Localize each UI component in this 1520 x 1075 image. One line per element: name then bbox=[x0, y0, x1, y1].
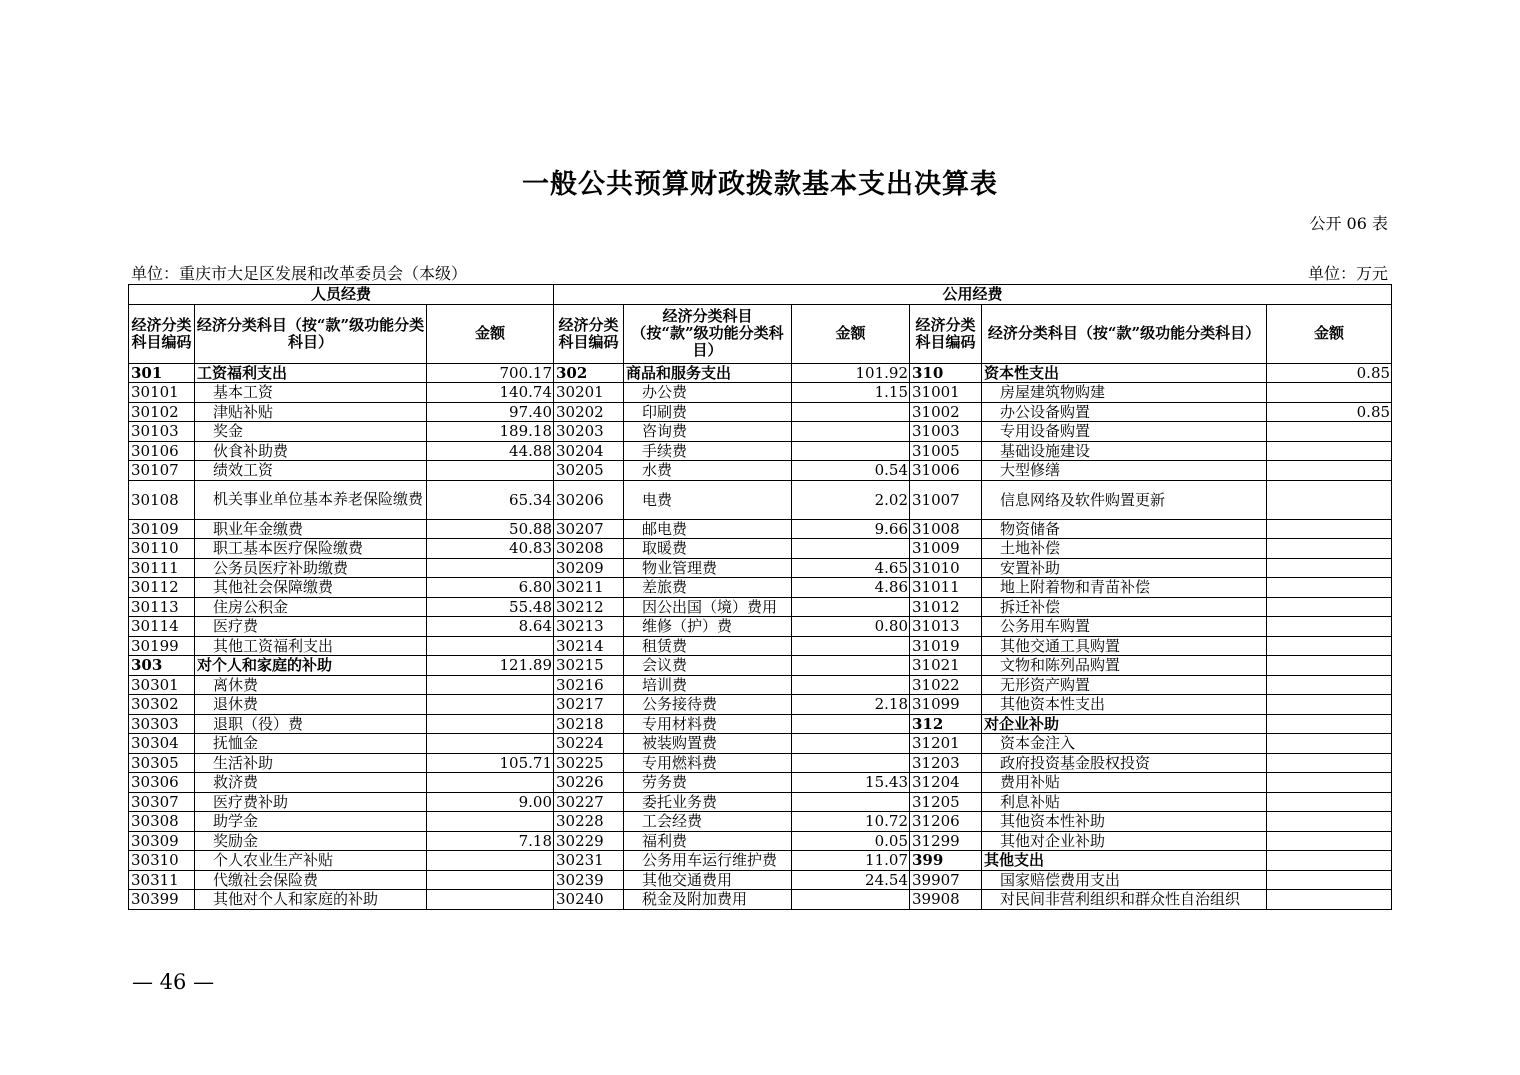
amount-cell bbox=[427, 461, 554, 481]
amount-cell: 0.85 bbox=[1267, 363, 1392, 383]
amount-cell bbox=[1267, 675, 1392, 695]
header-name-c: 经济分类科目（按“款”级功能分类科目） bbox=[982, 304, 1267, 363]
name-cell: 办公费 bbox=[624, 383, 792, 403]
name-cell: 基础设施建设 bbox=[982, 441, 1267, 461]
name-cell: 奖金 bbox=[195, 422, 427, 442]
name-cell: 福利费 bbox=[624, 831, 792, 851]
name-cell: 其他支出 bbox=[982, 851, 1267, 871]
code-cell: 31002 bbox=[910, 402, 982, 422]
code-cell: 30201 bbox=[554, 383, 624, 403]
amount-cell bbox=[1267, 656, 1392, 676]
amount-cell bbox=[1267, 734, 1392, 754]
name-cell: 资本金注入 bbox=[982, 734, 1267, 754]
code-cell: 30215 bbox=[554, 656, 624, 676]
amount-cell: 11.07 bbox=[792, 851, 910, 871]
amount-cell bbox=[1267, 441, 1392, 461]
group-personnel: 人员经费 bbox=[129, 285, 554, 305]
name-cell: 资本性支出 bbox=[982, 363, 1267, 383]
amount-cell bbox=[792, 675, 910, 695]
table-row bbox=[129, 831, 1392, 851]
name-cell: 其他工资福利支出 bbox=[195, 636, 427, 656]
amount-cell bbox=[427, 558, 554, 578]
table-row bbox=[129, 656, 1392, 676]
name-cell: 对个人和家庭的补助 bbox=[195, 656, 427, 676]
code-cell: 30218 bbox=[554, 714, 624, 734]
name-cell: 委托业务费 bbox=[624, 792, 792, 812]
amount-cell bbox=[792, 890, 910, 910]
code-cell: 30229 bbox=[554, 831, 624, 851]
table-row bbox=[129, 714, 1392, 734]
code-cell: 30204 bbox=[554, 441, 624, 461]
table-row bbox=[129, 539, 1392, 559]
code-cell: 30231 bbox=[554, 851, 624, 871]
code-cell: 30301 bbox=[129, 675, 195, 695]
amount-cell bbox=[427, 714, 554, 734]
code-cell: 30202 bbox=[554, 402, 624, 422]
amount-cell bbox=[792, 714, 910, 734]
name-cell: 专用材料费 bbox=[624, 714, 792, 734]
amount-cell bbox=[1267, 597, 1392, 617]
amount-cell bbox=[1267, 519, 1392, 539]
table-row bbox=[129, 597, 1392, 617]
name-cell: 办公设备购置 bbox=[982, 402, 1267, 422]
amount-cell: 121.89 bbox=[427, 656, 554, 676]
amount-cell: 40.83 bbox=[427, 539, 554, 559]
amount-cell bbox=[427, 734, 554, 754]
name-cell: 差旅费 bbox=[624, 578, 792, 598]
amount-cell bbox=[1267, 383, 1392, 403]
name-cell: 会议费 bbox=[624, 656, 792, 676]
table-row bbox=[129, 695, 1392, 715]
name-cell: 费用补贴 bbox=[982, 773, 1267, 793]
amount-cell bbox=[1267, 792, 1392, 812]
amount-cell bbox=[1267, 617, 1392, 637]
expenditure-table bbox=[128, 284, 1392, 910]
amount-cell bbox=[1267, 870, 1392, 890]
name-cell: 印刷费 bbox=[624, 402, 792, 422]
table-row bbox=[129, 851, 1392, 871]
code-cell: 303 bbox=[129, 656, 195, 676]
name-cell: 生活补助 bbox=[195, 753, 427, 773]
amount-cell bbox=[1267, 773, 1392, 793]
table-number: 公开 06 表 bbox=[1309, 214, 1388, 233]
header-amount-a: 金额 bbox=[427, 304, 554, 363]
code-cell: 31022 bbox=[910, 675, 982, 695]
amount-cell bbox=[792, 753, 910, 773]
amount-cell bbox=[1267, 636, 1392, 656]
amount-cell: 0.05 bbox=[792, 831, 910, 851]
code-cell: 30310 bbox=[129, 851, 195, 871]
code-cell: 30305 bbox=[129, 753, 195, 773]
code-cell: 30226 bbox=[554, 773, 624, 793]
amount-cell bbox=[792, 597, 910, 617]
code-cell: 31006 bbox=[910, 461, 982, 481]
name-cell: 大型修缮 bbox=[982, 461, 1267, 481]
code-cell: 30302 bbox=[129, 695, 195, 715]
code-cell: 30306 bbox=[129, 773, 195, 793]
name-cell: 津贴补贴 bbox=[195, 402, 427, 422]
name-cell: 税金及附加费用 bbox=[624, 890, 792, 910]
code-cell: 30228 bbox=[554, 812, 624, 832]
amount-cell bbox=[792, 402, 910, 422]
code-cell: 31019 bbox=[910, 636, 982, 656]
organization-unit: 单位：重庆市大足区发展和改革委员会（本级） bbox=[131, 264, 468, 283]
amount-cell bbox=[1267, 714, 1392, 734]
code-cell: 31204 bbox=[910, 773, 982, 793]
code-cell: 30303 bbox=[129, 714, 195, 734]
amount-cell bbox=[792, 792, 910, 812]
code-cell: 30209 bbox=[554, 558, 624, 578]
name-cell: 其他对企业补助 bbox=[982, 831, 1267, 851]
name-cell: 其他资本性补助 bbox=[982, 812, 1267, 832]
code-cell: 31013 bbox=[910, 617, 982, 637]
code-cell: 30101 bbox=[129, 383, 195, 403]
code-cell: 31206 bbox=[910, 812, 982, 832]
code-cell: 31008 bbox=[910, 519, 982, 539]
amount-cell: 7.18 bbox=[427, 831, 554, 851]
name-cell: 绩效工资 bbox=[195, 461, 427, 481]
name-cell: 公务用车运行维护费 bbox=[624, 851, 792, 871]
header-name-a: 经济分类科目（按“款”级功能分类科目） bbox=[195, 304, 427, 363]
amount-cell bbox=[1267, 695, 1392, 715]
table-row bbox=[129, 792, 1392, 812]
name-cell: 代缴社会保险费 bbox=[195, 870, 427, 890]
name-cell: 医疗费 bbox=[195, 617, 427, 637]
amount-cell: 1.15 bbox=[792, 383, 910, 403]
name-cell: 取暖费 bbox=[624, 539, 792, 559]
amount-cell: 0.54 bbox=[792, 461, 910, 481]
code-cell: 30216 bbox=[554, 675, 624, 695]
name-cell: 离休费 bbox=[195, 675, 427, 695]
amount-cell bbox=[792, 734, 910, 754]
amount-cell bbox=[792, 636, 910, 656]
table-row bbox=[129, 675, 1392, 695]
code-cell: 30199 bbox=[129, 636, 195, 656]
code-cell: 31011 bbox=[910, 578, 982, 598]
table-body bbox=[129, 363, 1392, 909]
name-cell: 个人农业生产补贴 bbox=[195, 851, 427, 871]
amount-cell bbox=[792, 656, 910, 676]
amount-cell: 8.64 bbox=[427, 617, 554, 637]
table-row bbox=[129, 519, 1392, 539]
header-code-c: 经济分类科目编码 bbox=[910, 304, 982, 363]
code-cell: 31009 bbox=[910, 539, 982, 559]
name-cell: 租赁费 bbox=[624, 636, 792, 656]
code-cell: 30227 bbox=[554, 792, 624, 812]
name-cell: 工会经费 bbox=[624, 812, 792, 832]
table-row bbox=[129, 422, 1392, 442]
code-cell: 30109 bbox=[129, 519, 195, 539]
name-cell: 职业年金缴费 bbox=[195, 519, 427, 539]
amount-cell: 0.80 bbox=[792, 617, 910, 637]
name-cell: 因公出国（境）费用 bbox=[624, 597, 792, 617]
code-cell: 30113 bbox=[129, 597, 195, 617]
name-cell: 公务用车购置 bbox=[982, 617, 1267, 637]
code-cell: 30240 bbox=[554, 890, 624, 910]
amount-cell bbox=[1267, 851, 1392, 871]
code-cell: 31005 bbox=[910, 441, 982, 461]
code-cell: 30307 bbox=[129, 792, 195, 812]
name-cell: 其他资本性支出 bbox=[982, 695, 1267, 715]
table-row bbox=[129, 480, 1392, 519]
header-code-a: 经济分类科目编码 bbox=[129, 304, 195, 363]
amount-cell: 0.85 bbox=[1267, 402, 1392, 422]
code-cell: 31203 bbox=[910, 753, 982, 773]
code-cell: 30239 bbox=[554, 870, 624, 890]
amount-cell bbox=[427, 636, 554, 656]
code-cell: 312 bbox=[910, 714, 982, 734]
currency-unit: 单位：万元 bbox=[1307, 264, 1388, 283]
name-cell: 医疗费补助 bbox=[195, 792, 427, 812]
table-row bbox=[129, 773, 1392, 793]
name-cell: 奖励金 bbox=[195, 831, 427, 851]
table-row bbox=[129, 636, 1392, 656]
code-cell: 30205 bbox=[554, 461, 624, 481]
name-cell: 地上附着物和青苗补偿 bbox=[982, 578, 1267, 598]
name-cell: 专用燃料费 bbox=[624, 753, 792, 773]
code-cell: 30224 bbox=[554, 734, 624, 754]
group-public: 公用经费 bbox=[554, 285, 1392, 305]
amount-cell bbox=[427, 851, 554, 871]
amount-cell: 97.40 bbox=[427, 402, 554, 422]
name-cell: 文物和陈列品购置 bbox=[982, 656, 1267, 676]
code-cell: 30213 bbox=[554, 617, 624, 637]
amount-cell: 101.92 bbox=[792, 363, 910, 383]
amount-cell bbox=[1267, 422, 1392, 442]
name-cell: 助学金 bbox=[195, 812, 427, 832]
amount-cell bbox=[1267, 558, 1392, 578]
name-cell: 维修（护）费 bbox=[624, 617, 792, 637]
code-cell: 30304 bbox=[129, 734, 195, 754]
name-cell: 基本工资 bbox=[195, 383, 427, 403]
name-cell: 劳务费 bbox=[624, 773, 792, 793]
name-cell: 利息补贴 bbox=[982, 792, 1267, 812]
name-cell: 其他社会保障缴费 bbox=[195, 578, 427, 598]
name-cell: 土地补偿 bbox=[982, 539, 1267, 559]
name-cell: 其他交通费用 bbox=[624, 870, 792, 890]
amount-cell bbox=[792, 441, 910, 461]
name-cell: 无形资产购置 bbox=[982, 675, 1267, 695]
code-cell: 30207 bbox=[554, 519, 624, 539]
code-cell: 39908 bbox=[910, 890, 982, 910]
table-row bbox=[129, 558, 1392, 578]
amount-cell: 24.54 bbox=[792, 870, 910, 890]
table-row bbox=[129, 461, 1392, 481]
amount-cell: 65.34 bbox=[427, 480, 554, 519]
page-title: 一般公共预算财政拨款基本支出决算表 bbox=[522, 169, 998, 200]
amount-cell: 9.00 bbox=[427, 792, 554, 812]
code-cell: 30211 bbox=[554, 578, 624, 598]
code-cell: 302 bbox=[554, 363, 624, 383]
amount-cell bbox=[427, 890, 554, 910]
table-row bbox=[129, 383, 1392, 403]
amount-cell bbox=[427, 773, 554, 793]
amount-cell: 55.48 bbox=[427, 597, 554, 617]
code-cell: 30217 bbox=[554, 695, 624, 715]
name-cell: 机关事业单位基本养老保险缴费 bbox=[195, 480, 427, 519]
amount-cell: 50.88 bbox=[427, 519, 554, 539]
table-row bbox=[129, 890, 1392, 910]
name-cell: 信息网络及软件购置更新 bbox=[982, 480, 1267, 519]
table-row bbox=[129, 870, 1392, 890]
amount-cell: 4.65 bbox=[792, 558, 910, 578]
amount-cell bbox=[1267, 461, 1392, 481]
code-cell: 30206 bbox=[554, 480, 624, 519]
header-code-b: 经济分类科目编码 bbox=[554, 304, 624, 363]
code-cell: 30208 bbox=[554, 539, 624, 559]
code-cell: 30114 bbox=[129, 617, 195, 637]
code-cell: 31001 bbox=[910, 383, 982, 403]
table-row bbox=[129, 734, 1392, 754]
amount-cell bbox=[1267, 890, 1392, 910]
header-name-b: 经济分类科目（按“款”级功能分类科目） bbox=[624, 304, 792, 363]
amount-cell: 105.71 bbox=[427, 753, 554, 773]
code-cell: 30110 bbox=[129, 539, 195, 559]
amount-cell bbox=[1267, 753, 1392, 773]
code-cell: 30107 bbox=[129, 461, 195, 481]
amount-cell: 189.18 bbox=[427, 422, 554, 442]
column-header-row bbox=[129, 304, 1392, 363]
name-cell: 物资储备 bbox=[982, 519, 1267, 539]
page-number: — 46 — bbox=[132, 970, 215, 994]
code-cell: 31021 bbox=[910, 656, 982, 676]
amount-cell bbox=[1267, 539, 1392, 559]
name-cell: 房屋建筑物购建 bbox=[982, 383, 1267, 403]
code-cell: 30203 bbox=[554, 422, 624, 442]
amount-cell: 2.18 bbox=[792, 695, 910, 715]
amount-cell bbox=[1267, 831, 1392, 851]
name-cell: 培训费 bbox=[624, 675, 792, 695]
name-cell: 救济费 bbox=[195, 773, 427, 793]
code-cell: 31201 bbox=[910, 734, 982, 754]
name-cell: 伙食补助费 bbox=[195, 441, 427, 461]
name-cell: 抚恤金 bbox=[195, 734, 427, 754]
code-cell: 31299 bbox=[910, 831, 982, 851]
name-cell: 安置补助 bbox=[982, 558, 1267, 578]
amount-cell: 10.72 bbox=[792, 812, 910, 832]
name-cell: 被装购置费 bbox=[624, 734, 792, 754]
code-cell: 31010 bbox=[910, 558, 982, 578]
header-amount-b: 金额 bbox=[792, 304, 910, 363]
amount-cell: 700.17 bbox=[427, 363, 554, 383]
code-cell: 301 bbox=[129, 363, 195, 383]
amount-cell bbox=[1267, 480, 1392, 519]
name-cell: 公务接待费 bbox=[624, 695, 792, 715]
table-row bbox=[129, 363, 1392, 383]
name-cell: 咨询费 bbox=[624, 422, 792, 442]
code-cell: 31003 bbox=[910, 422, 982, 442]
amount-cell bbox=[427, 870, 554, 890]
name-cell: 公务员医疗补助缴费 bbox=[195, 558, 427, 578]
amount-cell bbox=[1267, 578, 1392, 598]
code-cell: 30399 bbox=[129, 890, 195, 910]
code-cell: 30308 bbox=[129, 812, 195, 832]
code-cell: 30102 bbox=[129, 402, 195, 422]
code-cell: 31099 bbox=[910, 695, 982, 715]
amount-cell bbox=[792, 539, 910, 559]
amount-cell: 140.74 bbox=[427, 383, 554, 403]
table-row bbox=[129, 753, 1392, 773]
table-row bbox=[129, 812, 1392, 832]
name-cell: 其他交通工具购置 bbox=[982, 636, 1267, 656]
name-cell: 专用设备购置 bbox=[982, 422, 1267, 442]
name-cell: 对民间非营利组织和群众性自治组织 bbox=[982, 890, 1267, 910]
name-cell: 住房公积金 bbox=[195, 597, 427, 617]
amount-cell: 9.66 bbox=[792, 519, 910, 539]
code-cell: 30311 bbox=[129, 870, 195, 890]
code-cell: 30106 bbox=[129, 441, 195, 461]
code-cell: 399 bbox=[910, 851, 982, 871]
amount-cell bbox=[427, 675, 554, 695]
code-cell: 30108 bbox=[129, 480, 195, 519]
code-cell: 30214 bbox=[554, 636, 624, 656]
amount-cell: 2.02 bbox=[792, 480, 910, 519]
code-cell: 30309 bbox=[129, 831, 195, 851]
name-cell: 政府投资基金股权投资 bbox=[982, 753, 1267, 773]
amount-cell: 15.43 bbox=[792, 773, 910, 793]
code-cell: 30112 bbox=[129, 578, 195, 598]
amount-cell bbox=[427, 812, 554, 832]
code-cell: 31205 bbox=[910, 792, 982, 812]
name-cell: 物业管理费 bbox=[624, 558, 792, 578]
name-cell: 邮电费 bbox=[624, 519, 792, 539]
code-cell: 310 bbox=[910, 363, 982, 383]
amount-cell bbox=[427, 695, 554, 715]
name-cell: 对企业补助 bbox=[982, 714, 1267, 734]
code-cell: 30103 bbox=[129, 422, 195, 442]
name-cell: 水费 bbox=[624, 461, 792, 481]
name-cell: 拆迁补偿 bbox=[982, 597, 1267, 617]
code-cell: 39907 bbox=[910, 870, 982, 890]
amount-cell bbox=[792, 422, 910, 442]
name-cell: 手续费 bbox=[624, 441, 792, 461]
header-amount-c: 金额 bbox=[1267, 304, 1392, 363]
code-cell: 30212 bbox=[554, 597, 624, 617]
table-row bbox=[129, 617, 1392, 637]
code-cell: 30111 bbox=[129, 558, 195, 578]
code-cell: 31012 bbox=[910, 597, 982, 617]
table-row bbox=[129, 441, 1392, 461]
amount-cell: 44.88 bbox=[427, 441, 554, 461]
name-cell: 商品和服务支出 bbox=[624, 363, 792, 383]
name-cell: 国家赔偿费用支出 bbox=[982, 870, 1267, 890]
amount-cell bbox=[1267, 812, 1392, 832]
group-header-row bbox=[129, 285, 1392, 305]
table-row bbox=[129, 578, 1392, 598]
name-cell: 退职（役）费 bbox=[195, 714, 427, 734]
name-cell: 退休费 bbox=[195, 695, 427, 715]
amount-cell: 6.80 bbox=[427, 578, 554, 598]
name-cell: 电费 bbox=[624, 480, 792, 519]
name-cell: 工资福利支出 bbox=[195, 363, 427, 383]
amount-cell: 4.86 bbox=[792, 578, 910, 598]
table-row bbox=[129, 402, 1392, 422]
name-cell: 职工基本医疗保险缴费 bbox=[195, 539, 427, 559]
code-cell: 31007 bbox=[910, 480, 982, 519]
name-cell: 其他对个人和家庭的补助 bbox=[195, 890, 427, 910]
code-cell: 30225 bbox=[554, 753, 624, 773]
